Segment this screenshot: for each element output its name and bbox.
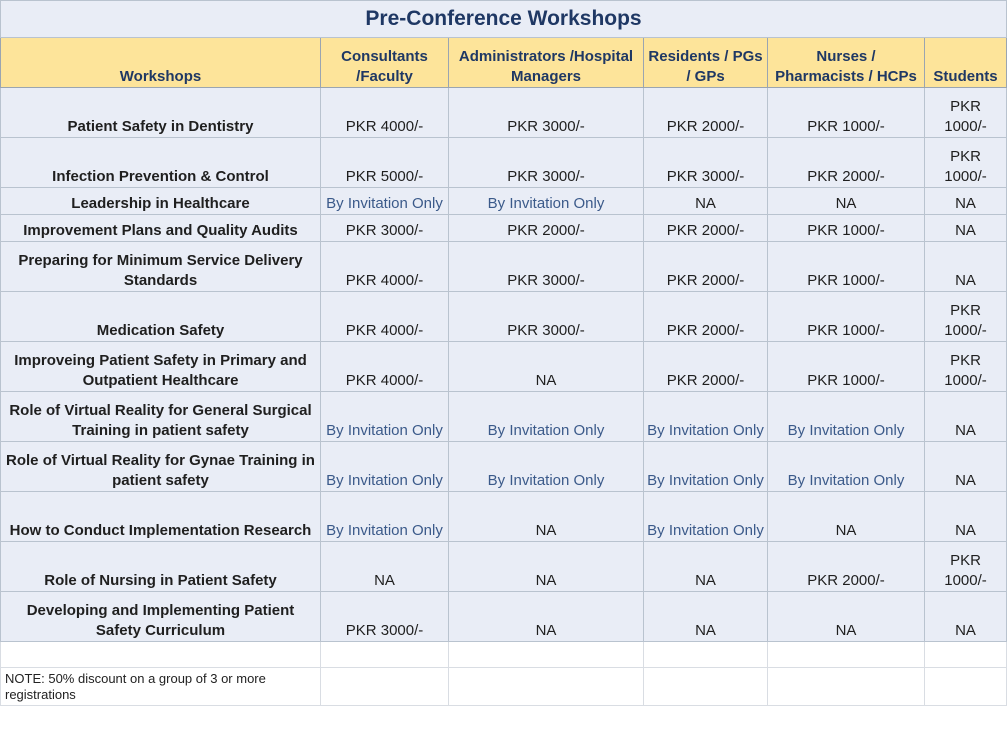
blank-cell (644, 642, 768, 668)
blank-cell (449, 642, 644, 668)
workshop-name: Role of Virtual Reality for General Surgical Training in patient safety (1, 392, 321, 442)
fee-nurses: By Invitation Only (768, 392, 925, 442)
fee-administrators: PKR 3000/- (449, 88, 644, 138)
fee-administrators: By Invitation Only (449, 392, 644, 442)
table-title: Pre-Conference Workshops (1, 1, 1007, 38)
fee-administrators: NA (449, 542, 644, 592)
table-row (1, 88, 1007, 138)
fee-residents: PKR 2000/- (644, 342, 768, 392)
header-residents: Residents / PGs / GPs (644, 38, 768, 88)
fee-consultants: PKR 3000/- (321, 215, 449, 242)
fee-administrators: NA (449, 592, 644, 642)
table-row (1, 188, 1007, 215)
fee-residents: By Invitation Only (644, 442, 768, 492)
blank-cell (644, 668, 768, 706)
note-row (1, 668, 1007, 706)
fee-consultants: By Invitation Only (321, 442, 449, 492)
fee-consultants: PKR 4000/- (321, 342, 449, 392)
workshop-name: Improvement Plans and Quality Audits (1, 215, 321, 242)
fee-students: NA (925, 242, 1007, 292)
header-nurses: Nurses / Pharmacists / HCPs (768, 38, 925, 88)
fee-students: PKR 1000/- (925, 342, 1007, 392)
workshop-name: Role of Nursing in Patient Safety (1, 542, 321, 592)
fee-residents: NA (644, 188, 768, 215)
fee-residents: By Invitation Only (644, 392, 768, 442)
fee-nurses: PKR 2000/- (768, 138, 925, 188)
fee-students: PKR 1000/- (925, 138, 1007, 188)
fee-consultants: By Invitation Only (321, 392, 449, 442)
header-consultants: Consultants /Faculty (321, 38, 449, 88)
fee-consultants: PKR 4000/- (321, 292, 449, 342)
fee-consultants: NA (321, 542, 449, 592)
table-row (1, 342, 1007, 392)
blank-cell (768, 668, 925, 706)
fee-nurses: PKR 1000/- (768, 242, 925, 292)
fee-residents: PKR 2000/- (644, 88, 768, 138)
table-row (1, 215, 1007, 242)
fee-students: PKR 1000/- (925, 88, 1007, 138)
header-workshops: Workshops (1, 38, 321, 88)
blank-cell (321, 668, 449, 706)
table-row (1, 242, 1007, 292)
fee-residents: NA (644, 592, 768, 642)
header-students: Students (925, 38, 1007, 88)
fee-students: NA (925, 188, 1007, 215)
fee-residents: PKR 3000/- (644, 138, 768, 188)
fee-residents: PKR 2000/- (644, 292, 768, 342)
fee-students: PKR 1000/- (925, 292, 1007, 342)
header-row (1, 38, 1007, 88)
fee-nurses: PKR 1000/- (768, 292, 925, 342)
fee-consultants: PKR 3000/- (321, 592, 449, 642)
workshop-name: Medication Safety (1, 292, 321, 342)
fee-residents: PKR 2000/- (644, 215, 768, 242)
fee-students: NA (925, 492, 1007, 542)
blank-cell (321, 642, 449, 668)
blank-cell (925, 668, 1007, 706)
fee-nurses: By Invitation Only (768, 442, 925, 492)
blank-cell (1, 642, 321, 668)
fee-consultants: By Invitation Only (321, 492, 449, 542)
fee-nurses: NA (768, 592, 925, 642)
workshop-name: Improveing Patient Safety in Primary and Outpatient Healthcare (1, 342, 321, 392)
workshop-name: Developing and Implementing Patient Safety Curriculum (1, 592, 321, 642)
fee-consultants: PKR 4000/- (321, 242, 449, 292)
table-row (1, 392, 1007, 442)
blank-row (1, 642, 1007, 668)
workshop-name: How to Conduct Implementation Research (1, 492, 321, 542)
fee-nurses: NA (768, 188, 925, 215)
table-row (1, 442, 1007, 492)
fee-residents: NA (644, 542, 768, 592)
fee-students: NA (925, 442, 1007, 492)
fee-residents: By Invitation Only (644, 492, 768, 542)
fee-students: NA (925, 392, 1007, 442)
fee-nurses: PKR 1000/- (768, 88, 925, 138)
blank-cell (768, 642, 925, 668)
fee-administrators: PKR 3000/- (449, 292, 644, 342)
workshop-name: Patient Safety in Dentistry (1, 88, 321, 138)
fee-students: PKR 1000/- (925, 542, 1007, 592)
fee-consultants: PKR 4000/- (321, 88, 449, 138)
blank-cell (449, 668, 644, 706)
fee-administrators: By Invitation Only (449, 188, 644, 215)
fee-consultants: By Invitation Only (321, 188, 449, 215)
header-administrators: Administrators /Hospital Managers (449, 38, 644, 88)
workshop-name: Leadership in Healthcare (1, 188, 321, 215)
discount-note: NOTE: 50% discount on a group of 3 or more registrations (1, 668, 321, 706)
fee-students: NA (925, 215, 1007, 242)
fee-nurses: PKR 2000/- (768, 542, 925, 592)
fee-nurses: NA (768, 492, 925, 542)
fee-administrators: NA (449, 492, 644, 542)
workshop-name: Role of Virtual Reality for Gynae Training in patient safety (1, 442, 321, 492)
table-row (1, 138, 1007, 188)
fee-nurses: PKR 1000/- (768, 215, 925, 242)
fee-nurses: PKR 1000/- (768, 342, 925, 392)
fee-consultants: PKR 5000/- (321, 138, 449, 188)
table-row (1, 542, 1007, 592)
fee-administrators: NA (449, 342, 644, 392)
table-row (1, 292, 1007, 342)
table-row (1, 592, 1007, 642)
fee-administrators: PKR 3000/- (449, 242, 644, 292)
fee-students: NA (925, 592, 1007, 642)
table-row (1, 492, 1007, 542)
workshop-name: Infection Prevention & Control (1, 138, 321, 188)
fee-administrators: PKR 2000/- (449, 215, 644, 242)
workshop-name: Preparing for Minimum Service Delivery Standards (1, 242, 321, 292)
fee-administrators: PKR 3000/- (449, 138, 644, 188)
blank-cell (925, 642, 1007, 668)
fee-administrators: By Invitation Only (449, 442, 644, 492)
fee-residents: PKR 2000/- (644, 242, 768, 292)
